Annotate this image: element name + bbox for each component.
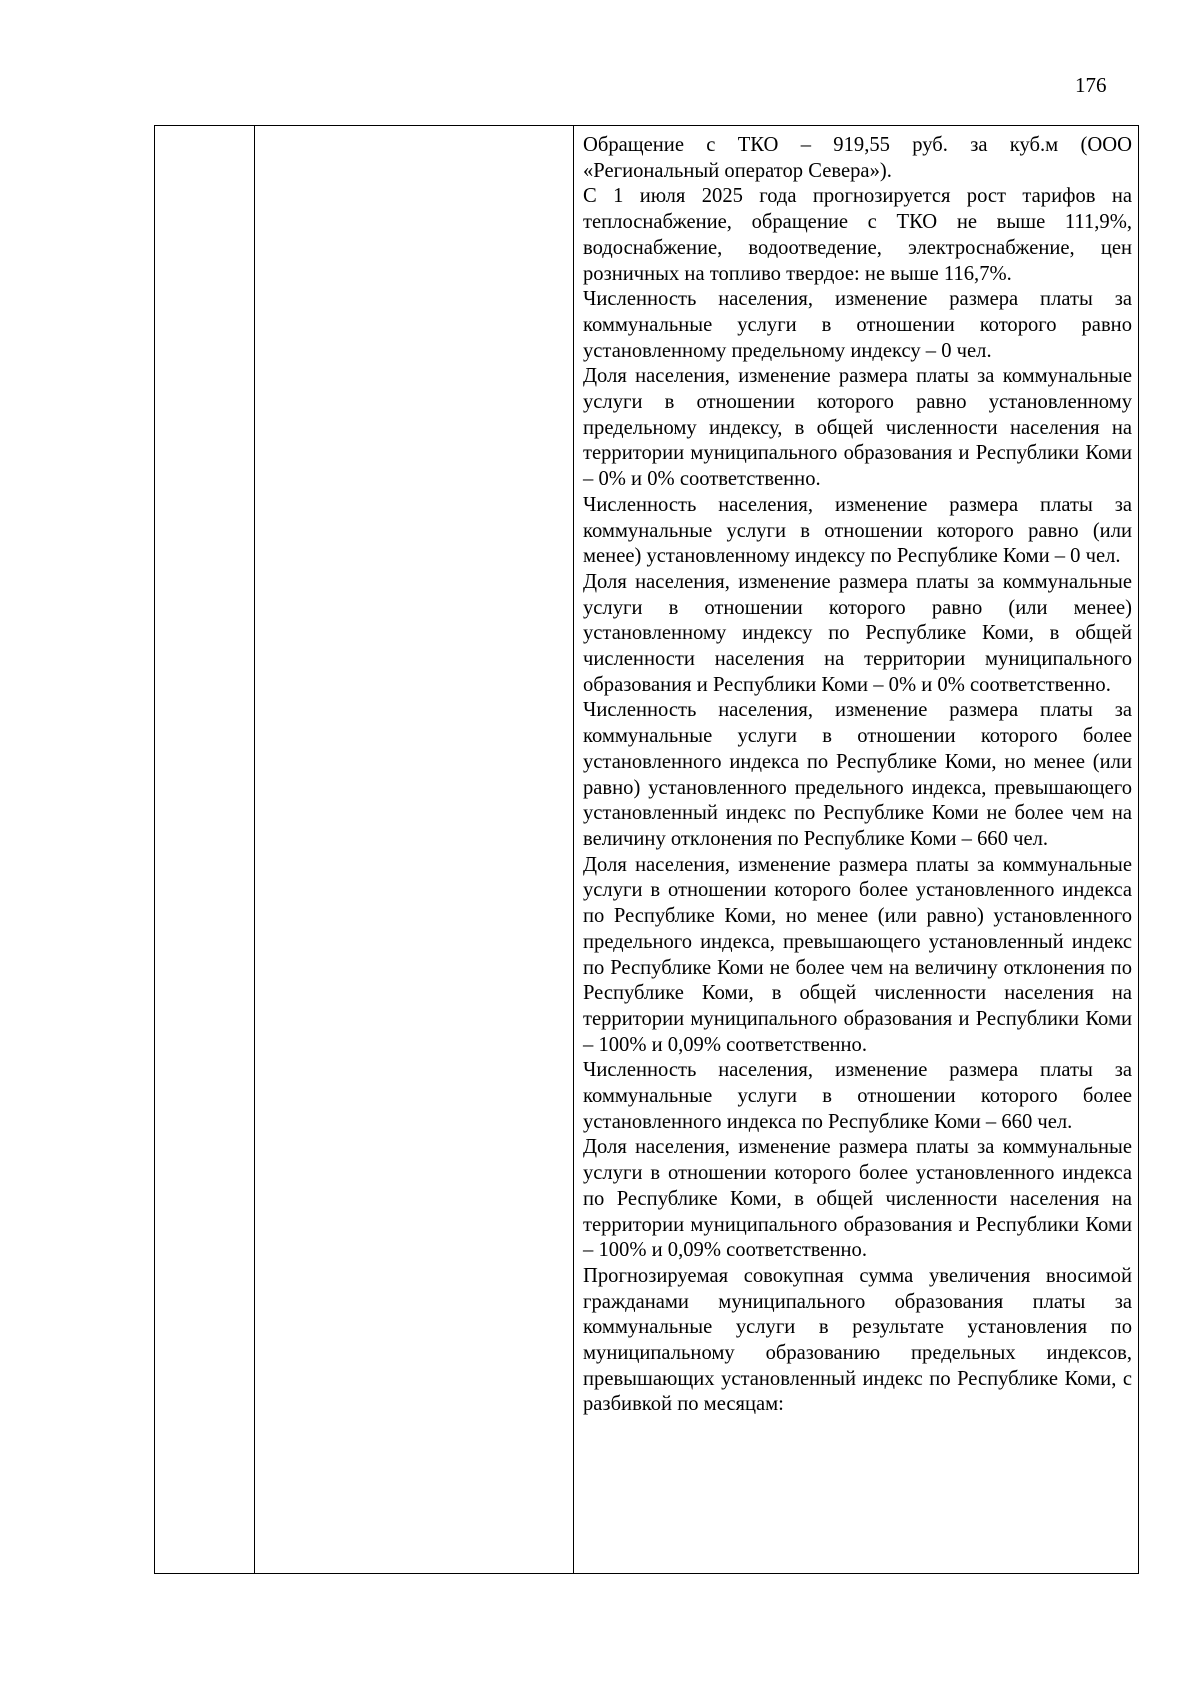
table-cell-empty-1 [155,126,255,1574]
paragraph: Численность населения, изменение размера платы за коммунальные услуги в отношении которого равно установленному предельному индексу – 0 чел. [583,288,1132,362]
paragraph: Доля населения, изменение размера платы за коммунальные услуги в отношении которого равно (или менее) установленному индексу по Республике Коми, в общей численности населения на территории муниципального образования и Республики Коми – 0% и 0% соответственно. [583,570,1132,696]
document-table [154,125,1139,1574]
paragraph: Прогнозируемая совокупная сумма увеличения вносимой гражданами муниципального образования платы за коммунальные услуги в результате установления по муниципальному образованию предельных индексов, превышающих установленный индекс по Республике Коми, с разбивкой по месяцам: [583,1264,1132,1416]
cell-paragraphs [574,126,1138,1425]
paragraph: Численность населения, изменение размера платы за коммунальные услуги в отношении которого более установленного индекса по Республике Коми – 660 чел. [583,1059,1132,1133]
paragraph: Доля населения, изменение размера платы за коммунальные услуги в отношении которого равно установленному предельному индексу, в общей численности населения на территории муниципального образования и Республики Коми – 0% и 0% соответственно. [583,365,1132,491]
table-cell-empty-2 [255,126,574,1574]
paragraph: С 1 июля 2025 года прогнозируется рост тарифов на теплоснабжение, обращение с ТКО не выше 111,9%, водоснабжение, водоотведение, электроснабжение, цен розничных на топливо твердое: не выше 116,7%. [583,185,1132,285]
paragraph: Обращение с ТКО – 919,55 руб. за куб.м (ООО «Региональный оператор Севера»). [583,134,1132,182]
paragraph: Доля населения, изменение размера платы за коммунальные услуги в отношении которого более установленного индекса по Республике Коми, в общей численности населения на территории муниципального образования и Республики Коми – 100% и 0,09% соответственно. [583,1136,1132,1262]
paragraph: Доля населения, изменение размера платы за коммунальные услуги в отношении которого более установленного индекса по Республике Коми, но менее (или равно) установленного предельного индекса, превышающего установленный индекс по Республике Коми не более чем на величину отклонения по Республике Коми, в общей численности населения на территории муниципального образования и Республики Коми – 100% и 0,09% соответственно. [583,853,1132,1056]
paragraph: Численность населения, изменение размера платы за коммунальные услуги в отношении которого более установленного индекса по Республике Коми, но менее (или равно) установленного предельного индекса, превышающего установленный индекс по Республике Коми не более чем на величину отклонения по Республике Коми – 660 чел. [583,699,1132,850]
paragraph: Численность населения, изменение размера платы за коммунальные услуги в отношении которого равно (или менее) установленному индексу по Республике Коми – 0 чел. [583,493,1132,568]
page-number: 176 [1075,73,1107,97]
table-cell-text [574,126,1139,1574]
table-row [155,126,1139,1574]
